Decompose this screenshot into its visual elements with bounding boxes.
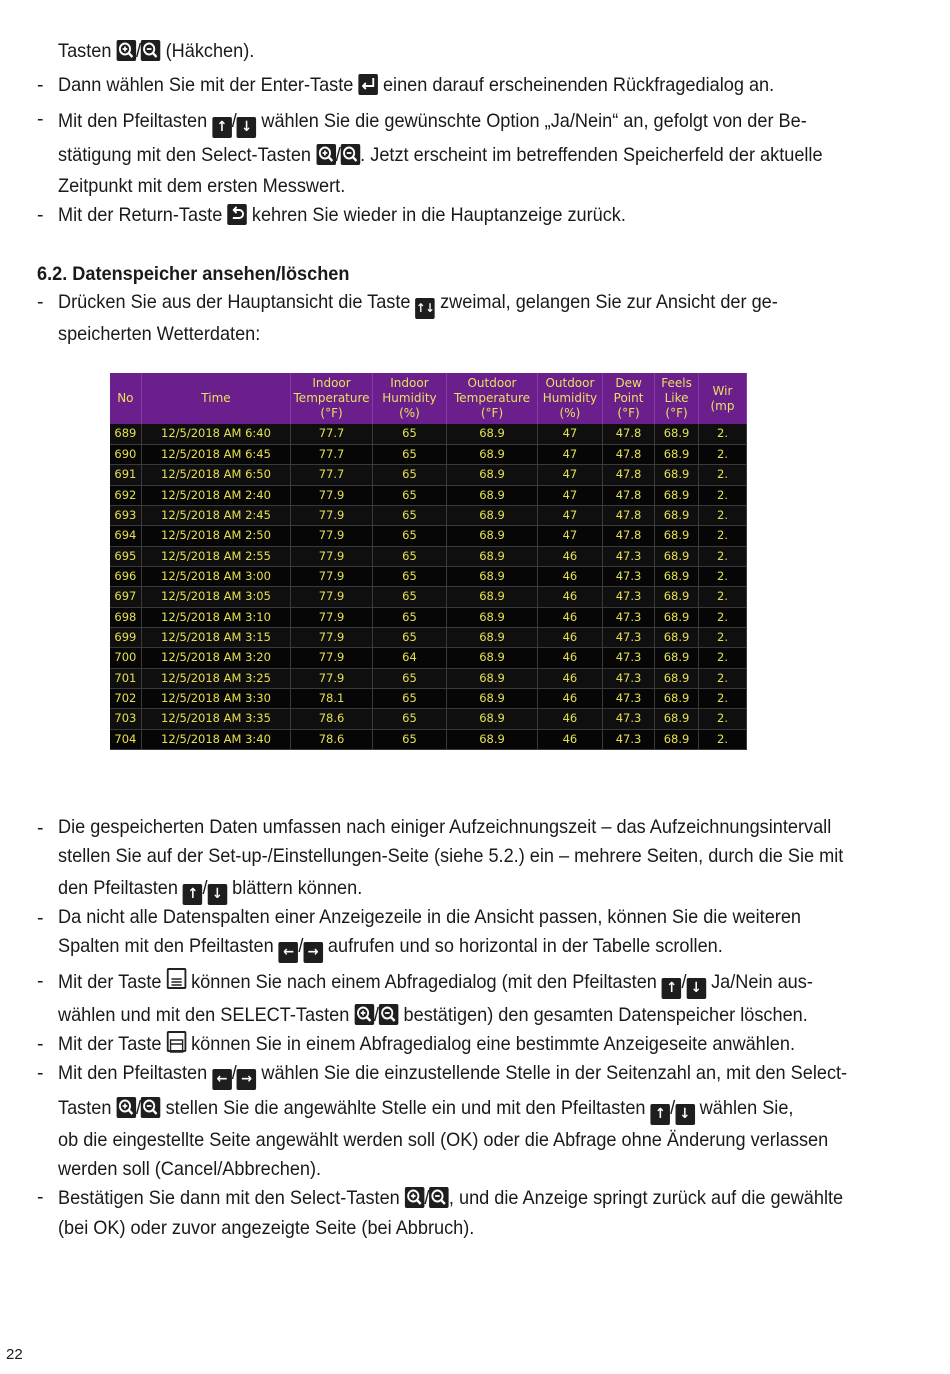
table-row <box>110 485 747 505</box>
table-cell: 77.9 <box>291 587 373 607</box>
table-row <box>110 668 747 688</box>
table-cell: 68.9 <box>447 688 538 708</box>
text: , und die Anzeige springt zurück auf die gewählte <box>448 1187 844 1209</box>
table-cell: 68.9 <box>447 668 538 688</box>
table-cell: 68.9 <box>655 627 699 647</box>
table-cell: 2. <box>698 729 746 749</box>
text: (Häkchen). <box>165 40 255 62</box>
column-header: Outdoor Humidity (%) <box>537 373 602 424</box>
column-header: Time <box>141 373 291 424</box>
table-cell: 68.9 <box>655 648 699 668</box>
table-cell: 2. <box>698 587 746 607</box>
arrow-right-icon: → <box>303 942 323 963</box>
table-row <box>110 465 747 485</box>
table-cell: 77.9 <box>291 627 373 647</box>
table-cell: 46 <box>537 709 602 729</box>
return-key-icon <box>227 204 247 225</box>
table-cell: 47.8 <box>603 505 655 525</box>
table-cell: 694 <box>110 526 141 546</box>
table-row <box>110 424 747 444</box>
table-cell: 47 <box>537 526 602 546</box>
arrow-down-icon: ↓ <box>675 1104 695 1125</box>
slash: / <box>231 110 237 132</box>
table-cell: 65 <box>372 587 446 607</box>
table-cell: 77.9 <box>291 485 373 505</box>
table-cell: 12/5/2018 AM 3:30 <box>141 688 291 708</box>
table-cell: 77.7 <box>291 424 373 444</box>
text: Ja/Nein aus- <box>711 971 813 993</box>
bullet-return-key <box>58 200 913 230</box>
paragraph-continuation <box>58 36 913 66</box>
text: Spalten mit den Pfeiltasten <box>58 935 274 957</box>
table-cell: 68.9 <box>655 526 699 546</box>
text: wählen Sie die gewünschte Option „Ja/Nein“ an, gefolgt von der Be- <box>261 110 807 132</box>
text: werden soll (Cancel/Abbrechen). <box>58 1158 322 1180</box>
table-cell: 46 <box>537 607 602 627</box>
table-cell: 68.9 <box>655 424 699 444</box>
text: Tasten <box>58 40 112 62</box>
column-header: Wir (mp <box>698 373 746 424</box>
slash: / <box>335 144 341 166</box>
table-cell: 68.9 <box>447 526 538 546</box>
table-cell: 68.9 <box>655 587 699 607</box>
table-cell: 65 <box>372 607 446 627</box>
table-cell: 12/5/2018 AM 3:00 <box>141 566 291 586</box>
table-cell: 47.3 <box>603 627 655 647</box>
bullet-page-digits <box>58 1058 913 1184</box>
text: können Sie nach einem Abfragedialog (mit den Pfeiltasten <box>191 971 657 993</box>
text: Mit den Pfeiltasten <box>58 110 208 132</box>
table-cell: 691 <box>110 465 141 485</box>
table-cell: 47.8 <box>603 444 655 464</box>
text: stellen Sie auf der Set-up-/Einstellungen-Seite (siehe 5.2.) ein – mehrere Seiten, durch die Sie mit <box>58 845 844 867</box>
table-row <box>110 607 747 627</box>
table-cell: 704 <box>110 729 141 749</box>
table-cell: 68.9 <box>447 485 538 505</box>
table-cell: 698 <box>110 607 141 627</box>
zoom-in-icon <box>116 1097 136 1118</box>
table-row <box>110 709 747 729</box>
arrow-down-icon: ↓ <box>237 117 257 138</box>
table-cell: 77.9 <box>291 546 373 566</box>
slash: / <box>231 1062 237 1084</box>
table-cell: 65 <box>372 729 446 749</box>
table-cell: 692 <box>110 485 141 505</box>
table-cell: 2. <box>698 465 746 485</box>
table-cell: 12/5/2018 AM 2:45 <box>141 505 291 525</box>
table-cell: 46 <box>537 729 602 749</box>
table-cell: 2. <box>698 485 746 505</box>
table-row <box>110 526 747 546</box>
zoom-in-icon <box>116 40 136 61</box>
table-row <box>110 587 747 607</box>
arrow-up-icon: ↑ <box>651 1104 671 1125</box>
table-cell: 47.8 <box>603 485 655 505</box>
table-cell: 2. <box>698 648 746 668</box>
enter-key-icon <box>358 74 378 95</box>
text: Dann wählen Sie mit der Enter-Taste <box>58 74 354 96</box>
arrow-up-icon: ↑ <box>662 978 682 999</box>
text: den Pfeiltasten <box>58 877 178 899</box>
table-cell: 65 <box>372 505 446 525</box>
zoom-out-icon <box>141 40 161 61</box>
table-cell: 689 <box>110 424 141 444</box>
bullet-dash: - <box>37 1186 44 1208</box>
table-cell: 2. <box>698 668 746 688</box>
table-cell: 65 <box>372 465 446 485</box>
text: Die gespeicherten Daten umfassen nach einiger Aufzeichnungszeit – das Aufzeichnungsintervall <box>58 816 832 838</box>
text: Zeitpunkt mit dem ersten Messwert. <box>58 175 346 197</box>
table-cell: 702 <box>110 688 141 708</box>
zoom-out-icon <box>379 1004 399 1025</box>
table-cell: 78.6 <box>291 729 373 749</box>
table-cell: 68.9 <box>655 444 699 464</box>
table-cell: 12/5/2018 AM 2:55 <box>141 546 291 566</box>
table-cell: 47.3 <box>603 566 655 586</box>
table-cell: 12/5/2018 AM 6:50 <box>141 465 291 485</box>
text: ob die eingestellte Seite angewählt werden soll (OK) oder die Abfrage ohne Änderung verlassen <box>58 1129 829 1151</box>
table-cell: 12/5/2018 AM 3:05 <box>141 587 291 607</box>
table-cell: 12/5/2018 AM 3:15 <box>141 627 291 647</box>
bullet-dash: - <box>37 108 44 130</box>
table-cell: 12/5/2018 AM 6:45 <box>141 444 291 464</box>
slash: / <box>373 1004 379 1026</box>
table-cell: 65 <box>372 444 446 464</box>
slash: / <box>298 935 304 957</box>
bullet-scroll-columns <box>58 903 913 963</box>
table-cell: 68.9 <box>447 424 538 444</box>
slash: / <box>202 877 208 899</box>
text: Mit der Return-Taste <box>58 204 223 226</box>
table-cell: 65 <box>372 709 446 729</box>
table-cell: 47.3 <box>603 648 655 668</box>
table-cell: 46 <box>537 587 602 607</box>
table-cell: 2. <box>698 546 746 566</box>
table-cell: 12/5/2018 AM 3:25 <box>141 668 291 688</box>
table-cell: 77.9 <box>291 505 373 525</box>
table-cell: 47.3 <box>603 709 655 729</box>
table-cell: 47 <box>537 424 602 444</box>
slash: / <box>681 971 687 993</box>
text: aufrufen und so horizontal in der Tabelle scrollen. <box>327 935 723 957</box>
table-cell: 68.9 <box>655 607 699 627</box>
table-cell: 68.9 <box>655 546 699 566</box>
text: Mit der Taste <box>58 971 162 993</box>
table-cell: 693 <box>110 505 141 525</box>
table-cell: 68.9 <box>447 709 538 729</box>
table-cell: 2. <box>698 505 746 525</box>
text: (bei OK) oder zuvor angezeigte Seite (bei Abbruch). <box>58 1217 475 1239</box>
table-cell: 2. <box>698 566 746 586</box>
table-cell: 65 <box>372 668 446 688</box>
bullet-select-page <box>58 1029 913 1059</box>
text: speicherten Wetterdaten: <box>58 323 261 345</box>
bullet-dash: - <box>37 74 44 96</box>
column-header: Indoor Humidity (%) <box>372 373 446 424</box>
table-cell: 47 <box>537 485 602 505</box>
text: können Sie in einem Abfragedialog eine bestimmte Anzeigeseite anwählen. <box>191 1033 796 1055</box>
text: stätigung mit den Select-Tasten <box>58 144 312 166</box>
table-cell: 68.9 <box>655 566 699 586</box>
slash: / <box>136 40 142 62</box>
table-cell: 2. <box>698 424 746 444</box>
table-cell: 46 <box>537 668 602 688</box>
bullet-arrow-keys <box>58 104 913 200</box>
table-cell: 12/5/2018 AM 3:10 <box>141 607 291 627</box>
table-cell: 47.8 <box>603 526 655 546</box>
table-header-row <box>110 373 747 424</box>
text: zweimal, gelangen Sie zur Ansicht der ge- <box>440 291 778 313</box>
bullet-dash: - <box>37 1062 44 1084</box>
table-cell: 65 <box>372 546 446 566</box>
up-down-arrow-icon: ↑↓ <box>416 298 436 319</box>
text: einen darauf erscheinenden Rückfragedialog an. <box>382 74 775 96</box>
table-body <box>110 424 747 750</box>
table-cell: 12/5/2018 AM 3:35 <box>141 709 291 729</box>
table-cell: 65 <box>372 424 446 444</box>
text: Tasten <box>58 1097 112 1119</box>
column-header: Outdoor Temperature (°F) <box>447 373 538 424</box>
bullet-view-data <box>58 287 913 349</box>
table-cell: 46 <box>537 648 602 668</box>
column-header: Indoor Temperature (°F) <box>291 373 373 424</box>
table-cell: 2. <box>698 607 746 627</box>
zoom-out-icon <box>141 1097 161 1118</box>
arrow-left-icon: ← <box>279 942 299 963</box>
table-cell: 46 <box>537 688 602 708</box>
table-cell: 47 <box>537 505 602 525</box>
zoom-out-icon <box>341 144 361 165</box>
table-cell: 2. <box>698 444 746 464</box>
column-header: No <box>110 373 141 424</box>
table-cell: 78.6 <box>291 709 373 729</box>
bullet-dash: - <box>37 204 44 226</box>
table-cell: 47.8 <box>603 424 655 444</box>
table-cell: 77.9 <box>291 648 373 668</box>
table-row <box>110 505 747 525</box>
table-cell: 77.7 <box>291 444 373 464</box>
table-row <box>110 627 747 647</box>
table-cell: 68.9 <box>655 465 699 485</box>
table-cell: 68.9 <box>447 648 538 668</box>
text: Mit der Taste <box>58 1033 162 1055</box>
arrow-right-icon: → <box>237 1069 257 1090</box>
table-cell: 77.9 <box>291 668 373 688</box>
zoom-in-icon <box>316 144 336 165</box>
table-cell: 68.9 <box>655 668 699 688</box>
bullet-dash: - <box>37 817 44 839</box>
table-cell: 68.9 <box>447 444 538 464</box>
table-cell: 46 <box>537 546 602 566</box>
weather-data-table-screenshot <box>114 373 747 748</box>
arrow-down-icon: ↓ <box>208 884 228 905</box>
table-cell: 65 <box>372 688 446 708</box>
text: Bestätigen Sie dann mit den Select-Tasten <box>58 1187 400 1209</box>
table-row <box>110 566 747 586</box>
table-row <box>110 729 747 749</box>
table-cell: 2. <box>698 627 746 647</box>
zoom-in-icon <box>354 1004 374 1025</box>
table-cell: 47.3 <box>603 546 655 566</box>
calendar-icon <box>167 1031 187 1052</box>
table-cell: 2. <box>698 709 746 729</box>
table-cell: 696 <box>110 566 141 586</box>
slash: / <box>424 1187 430 1209</box>
arrow-up-icon: ↑ <box>212 117 232 138</box>
table-cell: 700 <box>110 648 141 668</box>
table-cell: 47.3 <box>603 729 655 749</box>
table-cell: 46 <box>537 566 602 586</box>
table-cell: 68.9 <box>447 587 538 607</box>
table-cell: 68.9 <box>655 485 699 505</box>
table-row <box>110 546 747 566</box>
table-cell: 2. <box>698 688 746 708</box>
arrow-down-icon: ↓ <box>686 978 706 999</box>
table-cell: 2. <box>698 526 746 546</box>
table-row <box>110 688 747 708</box>
table-cell: 47.8 <box>603 465 655 485</box>
table-cell: 701 <box>110 668 141 688</box>
table-cell: 68.9 <box>447 566 538 586</box>
table-cell: 12/5/2018 AM 2:40 <box>141 485 291 505</box>
list-icon <box>167 968 187 989</box>
table-cell: 699 <box>110 627 141 647</box>
bullet-confirm <box>58 1182 913 1242</box>
text: bestätigen) den gesamten Datenspeicher löschen. <box>403 1004 808 1026</box>
table-cell: 68.9 <box>447 465 538 485</box>
bullet-pages <box>58 813 913 906</box>
table-cell: 12/5/2018 AM 2:50 <box>141 526 291 546</box>
table-cell: 65 <box>372 627 446 647</box>
table-cell: 12/5/2018 AM 6:40 <box>141 424 291 444</box>
slash: / <box>670 1097 676 1119</box>
table-row <box>110 648 747 668</box>
table-cell: 68.9 <box>655 688 699 708</box>
table-cell: 12/5/2018 AM 3:40 <box>141 729 291 749</box>
table-cell: 47 <box>537 465 602 485</box>
text: stellen Sie die angewählte Stelle ein und mit den Pfeiltasten <box>165 1097 646 1119</box>
column-header: Feels Like (°F) <box>655 373 699 424</box>
bullet-enter-key <box>58 70 913 100</box>
zoom-in-icon <box>405 1187 425 1208</box>
table-cell: 77.9 <box>291 607 373 627</box>
text: Drücken Sie aus der Hauptansicht die Taste <box>58 291 411 313</box>
table-cell: 46 <box>537 627 602 647</box>
arrow-up-icon: ↑ <box>183 884 203 905</box>
table-cell: 65 <box>372 566 446 586</box>
table-cell: 68.9 <box>447 505 538 525</box>
text: blättern können. <box>232 877 363 899</box>
table-cell: 64 <box>372 648 446 668</box>
text: . Jetzt erscheint im betreffenden Speicherfeld der aktuelle <box>360 144 823 166</box>
text: wählen Sie die einzustellende Stelle in der Seitenzahl an, mit den Select- <box>261 1062 848 1084</box>
text: Da nicht alle Datenspalten einer Anzeigezeile in die Ansicht passen, können Sie die weiteren <box>58 906 802 928</box>
table-cell: 47 <box>537 444 602 464</box>
table-cell: 68.9 <box>655 709 699 729</box>
column-header: Dew Point (°F) <box>603 373 655 424</box>
table-cell: 47.3 <box>603 607 655 627</box>
arrow-left-icon: ← <box>212 1069 232 1090</box>
table-cell: 77.9 <box>291 526 373 546</box>
table-cell: 690 <box>110 444 141 464</box>
table-cell: 695 <box>110 546 141 566</box>
page-number: 22 <box>6 1346 23 1363</box>
table-cell: 68.9 <box>447 729 538 749</box>
table-cell: 68.9 <box>655 729 699 749</box>
table-cell: 47.3 <box>603 688 655 708</box>
table-cell: 703 <box>110 709 141 729</box>
table-cell: 47.3 <box>603 587 655 607</box>
text: Mit den Pfeiltasten <box>58 1062 208 1084</box>
table-row <box>110 444 747 464</box>
bullet-dash: - <box>37 291 44 313</box>
text: kehren Sie wieder in die Hauptanzeige zurück. <box>251 204 626 226</box>
section-heading: 6.2. Datenspeicher ansehen/löschen <box>37 263 350 285</box>
bullet-dash: - <box>37 970 44 992</box>
text: wählen Sie, <box>699 1097 794 1119</box>
slash: / <box>136 1097 142 1119</box>
table-cell: 68.9 <box>655 505 699 525</box>
bullet-dash: - <box>37 1033 44 1055</box>
table-cell: 697 <box>110 587 141 607</box>
table-cell: 68.9 <box>447 627 538 647</box>
table-cell: 47.3 <box>603 668 655 688</box>
table-cell: 68.9 <box>447 607 538 627</box>
zoom-out-icon <box>429 1187 449 1208</box>
text: wählen und mit den SELECT-Tasten <box>58 1004 350 1026</box>
table-cell: 65 <box>372 485 446 505</box>
bullet-dash: - <box>37 907 44 929</box>
weather-data-table <box>110 373 747 750</box>
table-cell: 65 <box>372 526 446 546</box>
table-cell: 77.9 <box>291 566 373 586</box>
table-cell: 77.7 <box>291 465 373 485</box>
bullet-delete-memory <box>58 966 913 1032</box>
table-cell: 12/5/2018 AM 3:20 <box>141 648 291 668</box>
table-cell: 68.9 <box>447 546 538 566</box>
table-cell: 78.1 <box>291 688 373 708</box>
